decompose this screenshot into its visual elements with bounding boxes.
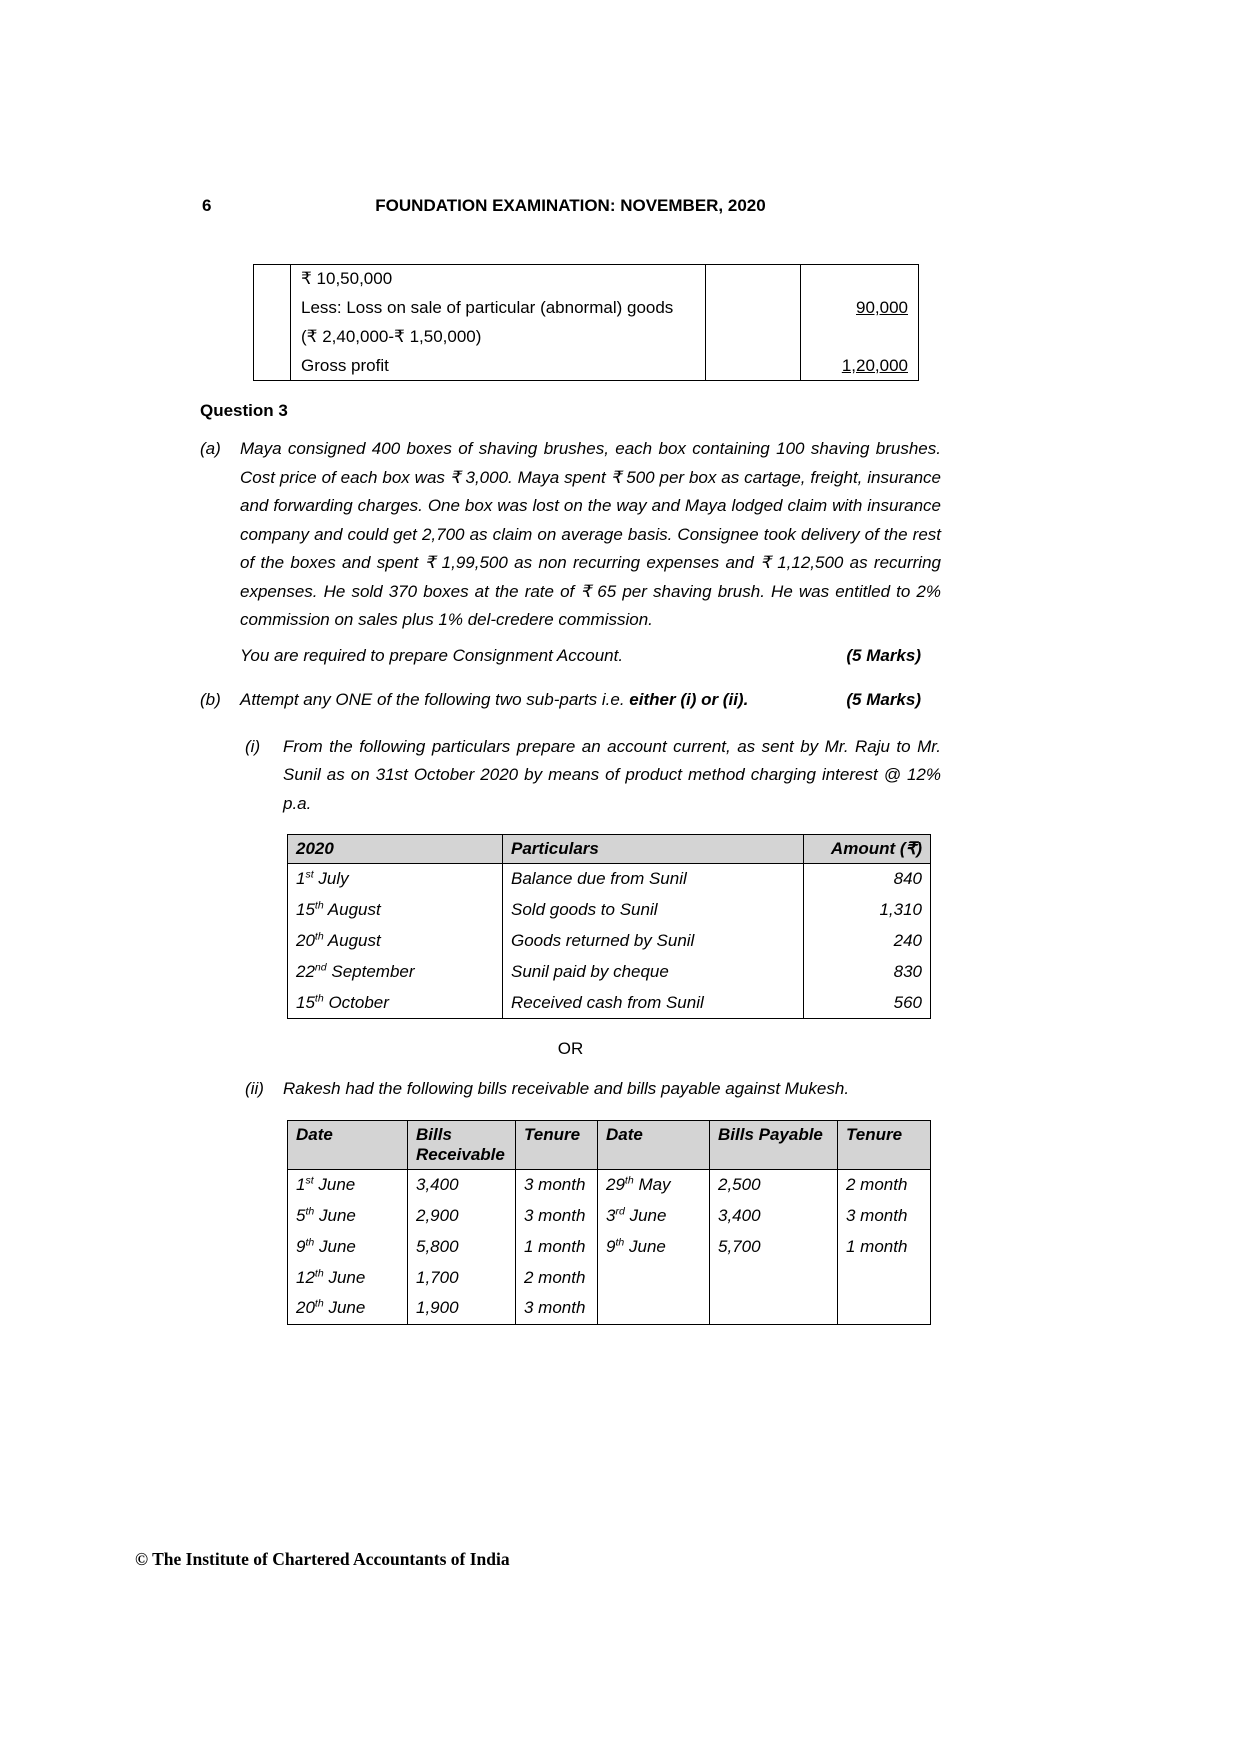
table-row bbox=[254, 294, 919, 323]
spacer bbox=[748, 689, 846, 711]
col-header-bills-receivable: Bills Receivable bbox=[408, 1120, 516, 1169]
date-cell: 5th June bbox=[288, 1200, 408, 1231]
tenure-cell: 3 month bbox=[516, 1200, 598, 1231]
tenure-cell: 2 month bbox=[516, 1262, 598, 1293]
sub-i-text: From the following particulars prepare an account current, as sent by Mr. Raju to Mr. Sunil as on 31st October 2020 by means of product method charging interest @ 12% p.a. bbox=[283, 736, 941, 813]
desc-cell: (₹ 2,40,000-₹ 1,50,000) bbox=[291, 323, 706, 352]
desc-cell: Less: Loss on sale of particular (abnormal) goods bbox=[291, 294, 706, 323]
sub-ii-label: (ii) bbox=[245, 1079, 264, 1098]
date-cell: 22nd September bbox=[288, 957, 503, 988]
part-b-text-bold: either (i) or (ii). bbox=[629, 689, 749, 709]
date-cell bbox=[598, 1262, 710, 1293]
table-row bbox=[288, 864, 931, 895]
question-part-a bbox=[200, 435, 941, 635]
table-row bbox=[288, 1200, 931, 1231]
col-header-particulars: Particulars bbox=[503, 835, 804, 864]
table-row bbox=[254, 352, 919, 381]
amount-cell: 830 bbox=[804, 957, 931, 988]
gross-profit-table bbox=[253, 264, 919, 381]
particulars-cell: Balance due from Sunil bbox=[503, 864, 804, 895]
page-header bbox=[200, 196, 941, 218]
tenure-cell bbox=[838, 1293, 931, 1324]
question-part-b bbox=[200, 689, 941, 711]
amount-cell bbox=[710, 1262, 838, 1293]
desc-cell: ₹ 10,50,000 bbox=[291, 265, 706, 294]
tenure-cell: 3 month bbox=[838, 1200, 931, 1231]
tenure-cell: 1 month bbox=[838, 1231, 931, 1262]
amount-cell: 5,700 bbox=[710, 1231, 838, 1262]
col-header-date-receivable: Date bbox=[288, 1120, 408, 1169]
table-row bbox=[288, 957, 931, 988]
empty-cell bbox=[706, 265, 801, 294]
amount-cell: 3,400 bbox=[710, 1200, 838, 1231]
table-row bbox=[288, 1169, 931, 1200]
amount-cell: 2,900 bbox=[408, 1200, 516, 1231]
tenure-cell bbox=[838, 1262, 931, 1293]
particulars-cell: Sunil paid by cheque bbox=[503, 957, 804, 988]
amount-cell bbox=[710, 1293, 838, 1324]
date-cell: 1st June bbox=[288, 1169, 408, 1200]
amount-cell: 1,700 bbox=[408, 1262, 516, 1293]
date-cell: 15th October bbox=[288, 988, 503, 1019]
col-header-bills-payable: Bills Payable bbox=[710, 1120, 838, 1169]
date-cell bbox=[598, 1293, 710, 1324]
amount-cell: 2,500 bbox=[710, 1169, 838, 1200]
date-cell: 20th August bbox=[288, 926, 503, 957]
amount-cell bbox=[801, 323, 919, 352]
copyright-footer: © The Institute of Chartered Accountants of India bbox=[135, 1549, 510, 1569]
date-cell: 29th May bbox=[598, 1169, 710, 1200]
part-b-text bbox=[240, 689, 748, 711]
col-header-tenure-payable: Tenure bbox=[838, 1120, 931, 1169]
empty-cell bbox=[254, 323, 291, 352]
table-row bbox=[288, 1293, 931, 1324]
account-current-table bbox=[287, 834, 931, 1019]
amount-cell: 1,900 bbox=[408, 1293, 516, 1324]
col-header-amount: Amount (₹) bbox=[804, 835, 931, 864]
amount-cell: 840 bbox=[804, 864, 931, 895]
table-row bbox=[254, 323, 919, 352]
desc-cell: Gross profit bbox=[291, 352, 706, 381]
empty-cell bbox=[254, 265, 291, 294]
sub-part-ii bbox=[245, 1075, 941, 1104]
col-header-date-payable: Date bbox=[598, 1120, 710, 1169]
date-cell: 15th August bbox=[288, 895, 503, 926]
table-row bbox=[288, 988, 931, 1019]
table-header-row bbox=[288, 1120, 931, 1169]
date-cell: 3rd June bbox=[598, 1200, 710, 1231]
or-separator: OR bbox=[557, 1039, 584, 1058]
table-row bbox=[288, 895, 931, 926]
particulars-cell: Received cash from Sunil bbox=[503, 988, 804, 1019]
part-a-text: Maya consigned 400 boxes of shaving brushes, each box containing 100 shaving brushes. Cost price of each box was ₹ 3,000. Maya spent ₹ 500 per box as cartage, freight, insurance and forwarding charges. One box was lost on the way and Maya lodged claim with insurance company and could get 2,700 as claim on average basis. Consignee took delivery of the rest of the boxes and spent ₹ 1,99,500 as non recurring expenses and ₹ 1,12,500 as recurring expenses. He sold 370 boxes at the rate of ₹ 65 per shaving brush. He was entitled to 2% commission on sales plus 1% del-credere commission. bbox=[240, 439, 941, 629]
tenure-cell: 3 month bbox=[516, 1169, 598, 1200]
empty-cell bbox=[254, 352, 291, 381]
table-row bbox=[288, 1262, 931, 1293]
amount-cell: 3,400 bbox=[408, 1169, 516, 1200]
part-a-marks: (5 Marks) bbox=[846, 645, 921, 665]
amount-cell: 240 bbox=[804, 926, 931, 957]
particulars-cell: Goods returned by Sunil bbox=[503, 926, 804, 957]
date-cell: 20th June bbox=[288, 1293, 408, 1324]
amount-value: 90,000 bbox=[856, 298, 908, 317]
date-cell: 1st July bbox=[288, 864, 503, 895]
table-header-row bbox=[288, 835, 931, 864]
col-header-year: 2020 bbox=[288, 835, 503, 864]
sub-ii-text: Rakesh had the following bills receivable and bills payable against Mukesh. bbox=[283, 1079, 850, 1098]
part-a-label: (a) bbox=[200, 439, 221, 458]
part-a-requirement-row bbox=[200, 645, 941, 667]
amount-cell bbox=[801, 265, 919, 294]
date-cell: 9th June bbox=[598, 1231, 710, 1262]
amount-cell: 5,800 bbox=[408, 1231, 516, 1262]
indent-spacer bbox=[200, 645, 240, 667]
col-header-tenure-receivable: Tenure bbox=[516, 1120, 598, 1169]
date-cell: 12th June bbox=[288, 1262, 408, 1293]
tenure-cell: 2 month bbox=[838, 1169, 931, 1200]
amount-cell bbox=[801, 294, 919, 323]
amount-value: 1,20,000 bbox=[841, 355, 908, 375]
part-b-label: (b) bbox=[200, 689, 221, 709]
empty-cell bbox=[254, 294, 291, 323]
page-content bbox=[200, 196, 941, 1325]
tenure-cell: 1 month bbox=[516, 1231, 598, 1262]
table-row bbox=[288, 926, 931, 957]
amount-cell: 560 bbox=[804, 988, 931, 1019]
exam-title: FOUNDATION EXAMINATION: NOVEMBER, 2020 bbox=[375, 196, 766, 215]
sub-i-label: (i) bbox=[245, 736, 261, 756]
empty-cell bbox=[706, 352, 801, 381]
date-cell: 9th June bbox=[288, 1231, 408, 1262]
amount-cell bbox=[801, 352, 919, 381]
spacer bbox=[623, 645, 846, 667]
requirement-text: You are required to prepare Consignment Account. bbox=[240, 645, 624, 665]
particulars-cell: Sold goods to Sunil bbox=[503, 895, 804, 926]
question-heading: Question 3 bbox=[200, 401, 288, 420]
empty-cell bbox=[706, 294, 801, 323]
page-number: 6 bbox=[202, 196, 212, 215]
table-row bbox=[288, 1231, 931, 1262]
empty-cell bbox=[706, 323, 801, 352]
sub-part-i bbox=[245, 733, 941, 819]
bills-table bbox=[287, 1120, 931, 1325]
table-row bbox=[254, 265, 919, 294]
part-b-marks: (5 Marks) bbox=[846, 689, 921, 709]
part-b-text-normal: Attempt any ONE of the following two sub-parts i.e. bbox=[240, 689, 630, 709]
amount-cell: 1,310 bbox=[804, 895, 931, 926]
tenure-cell: 3 month bbox=[516, 1293, 598, 1324]
